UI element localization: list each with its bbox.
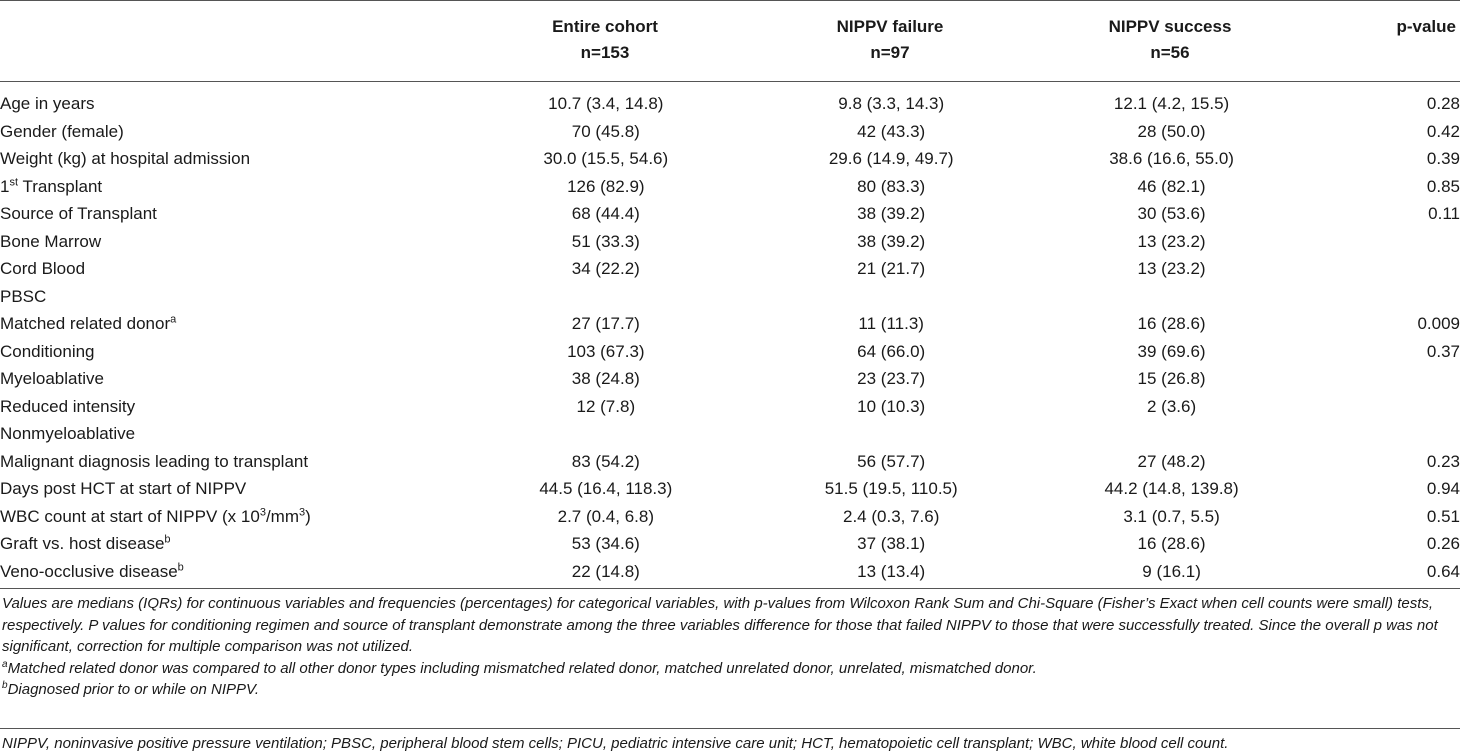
row-label: Conditioning [0,341,95,361]
cell-failure: 80 (83.3) [857,176,926,196]
row-label: Graft vs. host disease$^b$ [0,533,171,554]
cell-success: 39 (69.6) [1137,341,1206,361]
table-row [0,200,1460,228]
row-label: PBSC [0,286,47,306]
cell-p-value: 0.26 [1426,534,1460,554]
cell-failure: 9.8 (3.3, 14.3) [838,94,945,114]
table-row [0,255,1460,283]
cell-entire: 68 (44.4) [571,204,640,224]
cell-entire: 51 (33.3) [571,231,640,251]
row-label: Veno-occlusive disease$^b$ [0,561,184,581]
cell-success: 16 (28.6) [1137,534,1206,554]
cell-entire: 126 (82.9) [567,176,645,196]
cell-failure: 38 (39.2) [857,204,926,224]
cell-p-value [1332,255,1460,283]
header-entire-cohort: Entire cohort n=153 [552,17,658,62]
row-label: Nonmyeloablative [0,424,136,444]
cell-failure: 51.5 (19.5, 110.5) [824,479,958,499]
table-row [0,145,1460,173]
data-table [0,90,1460,585]
top-rule [0,0,1460,1]
cell-success: 15 (26.8) [1137,369,1206,389]
cell-p-value: 0.64 [1426,561,1460,581]
cell-failure [771,420,1011,448]
table-row [0,530,1460,558]
cell-p-value: 0.51 [1426,506,1460,526]
cell-p-value: 0.28 [1426,94,1460,114]
cell-p-value: 0.39 [1426,149,1460,169]
cell-success: 16 (28.6) [1137,314,1206,334]
table-row [0,448,1460,476]
row-label: Reduced intensity [0,396,136,416]
cell-failure: 2.4 (0.3, 7.6) [843,506,940,526]
cell-success: 27 (48.2) [1137,451,1206,471]
row-label: 1st Transplant [0,176,103,196]
cell-entire: 44.5 (16.4, 118.3) [539,479,673,499]
cell-success: 2 (3.6) [1147,396,1197,416]
cell-success: 12.1 (4.2, 15.5) [1113,94,1230,114]
footnote-main: Values are medians (IQRs) for continuous variables and frequencies (percentages) for categorical variables, with p-values from Wilcoxon Rank Sum and Chi-Square (Fisher’s Exact when cell counts were small) tests, respectively. P values for conditioning regimen and source of transplant demonstrate among the three variables difference for those that failed NIPPV to those that were successfully treated. Since the overall p was not significant, correction for multiple comparison was not utilized. [2,595,1438,655]
header-nippv-success: NIPPV success n=56 [1108,17,1232,62]
footnote-a: $^a$Matched related donor was compared to all other donor types including mismatched related donor, matched unrelated donor, unrelated, mismatched donor. [2,658,1037,677]
row-label: Age in years [0,94,95,114]
cell-failure: 23 (23.7) [857,369,926,389]
cell-entire: 2.7 (0.4, 6.8) [557,506,654,526]
cell-success: 3.1 (0.7, 5.5) [1123,506,1220,526]
table-row [0,558,1460,586]
row-label: Bone Marrow [0,231,102,251]
cell-p-value: 0.23 [1426,451,1460,471]
cell-p-value [1332,228,1460,256]
cell-p-value: 0.42 [1426,121,1460,141]
row-label: WBC count at start of NIPPV (x $10^3/mm^3$) [0,506,311,526]
cell-success: 9 (16.1) [1142,561,1201,581]
cell-entire: 27 (17.7) [571,314,640,334]
table-footnotes [2,593,1458,701]
footnote-b: $^b$Diagnosed prior to or while on NIPPV. [2,680,260,698]
table-row [0,90,1460,118]
cell-entire: 83 (54.2) [571,451,640,471]
row-label: Source of Transplant [0,204,157,224]
cell-entire: 30.0 (15.5, 54.6) [543,149,669,169]
cell-success: 28 (50.0) [1137,121,1206,141]
table-row [0,338,1460,366]
table-row [0,393,1460,421]
cell-failure: 64 (66.0) [857,341,926,361]
table-row [0,503,1460,531]
row-label: Gender (female) [0,121,124,141]
cell-entire: 34 (22.2) [571,259,640,279]
cell-p-value [1332,365,1460,393]
cell-success: 38.6 (16.6, 55.0) [1109,149,1234,169]
row-label: Weight (kg) at hospital admission [0,149,251,169]
table-row [0,475,1460,503]
cell-entire: 53 (34.6) [571,534,640,554]
cell-entire: 103 (67.3) [567,341,645,361]
cell-success: 46 (82.1) [1137,176,1206,196]
cell-p-value: 0.009 [1417,314,1460,334]
cell-entire: 12 (7.8) [576,396,636,416]
row-label: Matched related donor$^a$ [0,313,177,334]
table-header [0,14,1460,74]
cell-success: 44.2 (14.8, 139.8) [1104,479,1239,499]
cell-failure [771,283,1011,311]
abbreviations-rule [0,728,1460,729]
cell-entire: 38 (24.8) [571,369,640,389]
cell-entire: 10.7 (3.4, 14.8) [548,94,664,114]
table-row [0,228,1460,256]
cell-p-value: 0.94 [1426,479,1460,499]
cell-p-value: 0.11 [1428,204,1460,224]
cell-failure: 38 (39.2) [857,231,926,251]
cell-failure: 37 (38.1) [857,534,926,554]
cell-entire: 22 (14.8) [571,561,640,581]
cell-entire [441,283,771,311]
row-label: Myeloablative [0,369,104,389]
cell-success: 13 (23.2) [1137,259,1206,279]
table-row [0,283,1460,311]
abbreviations-note: NIPPV, noninvasive positive pressure ventilation; PBSC, peripheral blood stem cells; PICU, pediatric intensive care unit; HCT, hematopoietic cell transplant; WBC, white blood cell count. [2,735,1229,752]
cell-failure: 29.6 (14.9, 49.7) [828,149,954,169]
cell-p-value [1332,420,1460,448]
table-row [0,420,1460,448]
header-rule [0,81,1460,82]
bottom-rule [0,588,1460,589]
row-label: Days post HCT at start of NIPPV [0,479,247,499]
cell-entire [441,420,771,448]
header-nippv-failure: NIPPV failure n=97 [836,17,944,62]
cell-p-value [1332,283,1460,311]
cell-failure: 11 (11.3) [858,314,924,334]
cell-failure: 13 (13.4) [857,561,926,581]
cell-failure: 10 (10.3) [857,396,926,416]
table-row [0,310,1460,338]
cell-p-value: 0.85 [1426,176,1460,196]
table-row [0,173,1460,201]
cell-success: 30 (53.6) [1137,204,1206,224]
row-label: Cord Blood [0,259,86,279]
table-row [0,118,1460,146]
cell-success: 13 (23.2) [1137,231,1206,251]
cell-failure: 56 (57.7) [857,451,926,471]
cell-entire: 70 (45.8) [571,121,640,141]
cell-success [1011,283,1331,311]
cell-p-value: 0.37 [1426,341,1460,361]
cell-failure: 21 (21.7) [857,259,926,279]
cell-p-value [1332,393,1460,421]
table-row [0,365,1460,393]
header-p-value: p-value [1396,17,1456,36]
row-label: Malignant diagnosis leading to transplant [0,451,309,471]
cell-success [1011,420,1331,448]
cell-failure: 42 (43.3) [857,121,926,141]
